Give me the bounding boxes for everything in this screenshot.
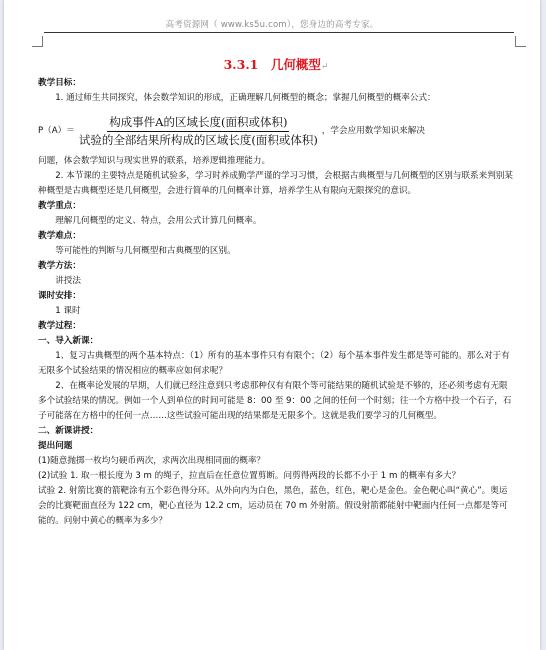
- formula-fraction: [79, 114, 318, 149]
- method-heading: 教学方法：: [38, 261, 81, 271]
- formula-numerator: 构成事件A的区域长度(面积或体积): [107, 114, 289, 132]
- section2-heading: 二、新课讲授：: [38, 426, 99, 436]
- formula-right: ，学会应用数学知识来解决: [321, 125, 425, 136]
- goal-paragraph-1b: 问题，体会数学知识与现实世界的联系，培养逻辑推理能力。: [38, 156, 271, 166]
- formula-left: P（A）＝: [38, 125, 75, 136]
- goal-heading: 教学目标：: [38, 78, 81, 88]
- probability-formula: [38, 108, 514, 154]
- title-text: 3.3.1 几何概型: [223, 57, 321, 72]
- section1-paragraph-1: 1、复习古典概型的两个基本特点：（1）所有的基本事件只有有限个；（2）每个基本事件发生都是等可能的。那么对于有无限多个试验结果的情况相应的概率应如何求呢？: [38, 351, 510, 376]
- hours-text: 1 课时: [55, 306, 81, 316]
- formula-denominator: 试验的全部结果所构成的区域长度(面积或体积): [78, 132, 318, 147]
- section1-paragraph-2: 2、在概率论发展的早期，人们就已经注意到只考虑那种仅有有限个等可能结果的随机试验是不够的，还必须考虑有无限多个试验结果的情况。例如一个人到单位的时间可能是 8：00 至 9：00 之间的任何一个时刻；往一个方格中投一个石子，石子可能落在方格中的任何一点……这些试验可能出现的结果都是无限多个。这就是我们要学习的几何概型。: [38, 381, 512, 421]
- difficulty-heading: 教学难点：: [38, 231, 81, 241]
- paragraph-mark: ↵: [320, 62, 329, 72]
- question-3: 试验 2. 射箭比赛的箭靶涂有五个彩色得分环。从外向内为白色，黑色，蓝色，红色，靶心是金色。金色靶心叫“黄心”。奥运会的比赛靶面直径为 122 cm，靶心直径为 12.2 cm，运动员在 70 m 外射箭。假设射箭都能射中靶面内任何一点都是等可能的。问射中黄心的概率为多少？: [38, 486, 508, 526]
- page-header: 高考资源网（ www.ks5u.com），您身边的高考专家。: [165, 20, 379, 30]
- margin-corner-left: [32, 36, 43, 47]
- section1-heading: 一、导入新课：: [38, 336, 99, 346]
- margin-corner-right: [515, 36, 526, 47]
- key-text: 理解几何概型的定义、特点，会用公式计算几何概率。: [55, 216, 262, 226]
- document-page: [4, 0, 540, 650]
- goal-paragraph-1: 1. 通过师生共同探究，体会数学知识的形成，正确理解几何概型的概念；掌握几何概型的概率公式：: [55, 93, 436, 103]
- question-2: (2)试验 1. 取一根长度为 3 m 的绳子，拉直后在任意位置剪断。问剪得两段的长都不小于 1 m 的概率有多大？: [38, 471, 461, 481]
- method-text: 讲授法: [55, 276, 81, 286]
- process-heading: 教学过程：: [38, 321, 81, 331]
- document-title: [38, 54, 514, 76]
- hours-heading: 课时安排：: [38, 291, 81, 301]
- section2-subheading: 提出问题: [38, 441, 73, 451]
- difficulty-text: 等可能性的判断与几何概型和古典概型的区别。: [55, 246, 236, 256]
- question-1: (1)随意抛掷一枚均匀硬币两次，求两次出现相同面的概率？: [38, 456, 266, 466]
- key-heading: 教学重点：: [38, 201, 81, 211]
- goal-paragraph-2: 2. 本节课的主要特点是随机试验多，学习时养成勤学严谨的学习习惯，会根据古典概型与几何概型的区别与联系来判别某种概型是古典概型还是几何概型，会进行简单的几何概率计算，培养学生从有限向无限探究的意识。: [38, 171, 513, 196]
- document-body[interactable]: [38, 54, 514, 529]
- header-rule: [44, 32, 514, 33]
